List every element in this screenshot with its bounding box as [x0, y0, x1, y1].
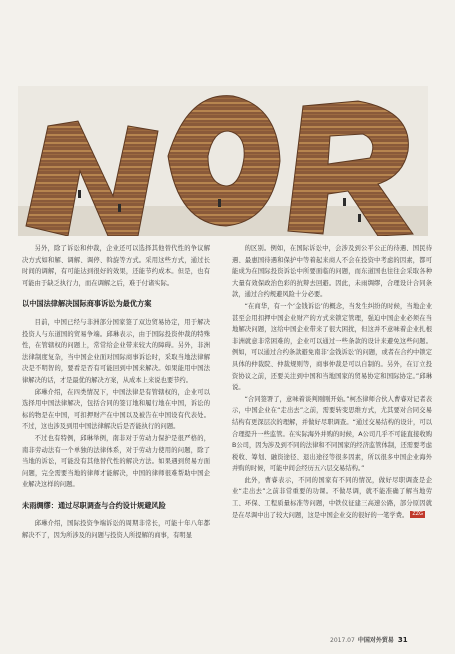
paragraph: 的区别。例如，在国际诉讼中，会涉及到公平公正的待遇、国民待遇、最惠国待遇和保护中等着起来商人不会在投资中考虑的因素，都可能成为在国际投资诉讼中所要面临的问题，而东道国也往往会采取各种大量有效保政治色彩的抗辩去回避。因此，未雨绸缪，合理设计合同条款，通过合约规避风险十分必要。 [232, 245, 432, 299]
paragraph: 邱琳介绍，在四类情况下，中国法律是有管辖权的，企业可以选择用中国法律解决，包括合同的签订地和履行地在中国，诉讼的标的物是在中国，可扣押财产在中国以及被告在中国设有代表处。不过，这也涉及到用中国法律解决后是否能执行的问题。 [22, 388, 210, 431]
right-column [232, 243, 432, 521]
page-footer [330, 635, 408, 644]
paragraph: 另外，除了诉讼和仲裁，企业还可以选择其他替代性的争议解决方式如和解、调解、调停、斡旋等方式。采用这些方式，通过长时间的调解，有可能达到很好的效果，还能节约成本。但是，也有可能由于缺乏执行力，而在调解之后，难于付诸实际。 [22, 245, 210, 287]
section-heading: 未雨绸缪：通过尽职调查与合约设计规避风险 [22, 500, 166, 510]
paragraph: 目前，中国已经与非洲部分国家签了双边贸易协定，用于解决投资人与东道国的贸易争端。邱琳表示，由于国际投资仲裁的特殊性，在管辖权的问题上，常常给企业带来较大的障碍。另外，非洲法律制度复杂，当中国企业面对国际商事诉讼时，采取当地法律解决是不明智的，要看是否有可能回到中国来解决。如果能用中国法律解决的话，才是最优的解决方案，从成本上来说也要节约。 [22, 318, 210, 384]
end-mark: ZZG [412, 511, 424, 518]
maze-illustration [18, 86, 428, 236]
paragraph: 邱琳介绍，国际投资争端诉讼的周期非常长，可能十年八年都解决不了，因为所涉及的问题与投资人所提解的商事，有明显 [22, 520, 210, 540]
paragraph-text: 此外，曹睿表示，不同的国家有不同的情况，做好尽职调查是企业“走出去”之前非常重要的功课。不做尽调，就不能准确了解当地劳工、环保、工程质量标准等问题，中铁仪征建三高速公路，部分原因就是在尽调中出了较大问题，这是中国企业交的很好的一笔学费。 [232, 476, 432, 519]
page-number: 31 [397, 636, 408, 644]
paragraph: “在商华，有一个‘金钱诉讼’的概念，当发生纠纷的时候，当地企业甚至会用扣押中国企业财产的方式来锁定管理，强迫中国企业必须在当地解决问题，这给中国企业带来了很大困扰，但这并不意味着企业扎根非洲就意非常困难的，企业可以通过一些条款的设计来避免这些问题。例如，可以通过合约条款避免南非‘金钱诉讼’的问题，或者在合约中锁定具体的仲裁院、仲裁规则等，商事仲裁是可以自制的。另外，在订立投资协议之前，还要关注到中国和当地国家的贸易协定和国际协定。”邱琳说。 [232, 302, 432, 392]
section-heading: 以中国法律解决国际商事诉讼为最优方案 [22, 299, 152, 309]
maze-letters-image [18, 86, 428, 236]
paragraph: 不过也有特例，邱琳举例，南非对于劳动力保护是很严格的，南非劳动法有一个单独的法律体系，对于劳动力使用的问题，除了当地的诉讼，可能没有其他替代性的解决方法。如果遇到贸易方面问题，完全需要当地的律师才能解决，中国的律师很难帮助中国企业解决这样的问题。 [22, 434, 210, 489]
left-column [22, 243, 210, 542]
paragraph: “合同签署了，意味着谈判刚刚开始。”柯杰律师合伙人曹睿对记者表示，中国企业在“走出去”之前，需要转变思维方式，尤其要对合同交易结构有更深层次的理解，并做好尽职调查。“通过交易结构的设计，可以合理提升一些监管。在实际海外并购的时候，A公司几乎不可能直接收购B公司，因为涉及到不同的法律和不同国家的经济监管体制，还需要考虑税收、筹划、融资途径、退出途径等很多因素，所以很多中国企业海外并购的时候，可能中间会经历五六层交易结构。” [232, 395, 432, 473]
issue-date: 2017.07 [330, 637, 355, 644]
paragraph [232, 475, 432, 521]
magazine-name: 中国对外贸易 [357, 637, 394, 644]
